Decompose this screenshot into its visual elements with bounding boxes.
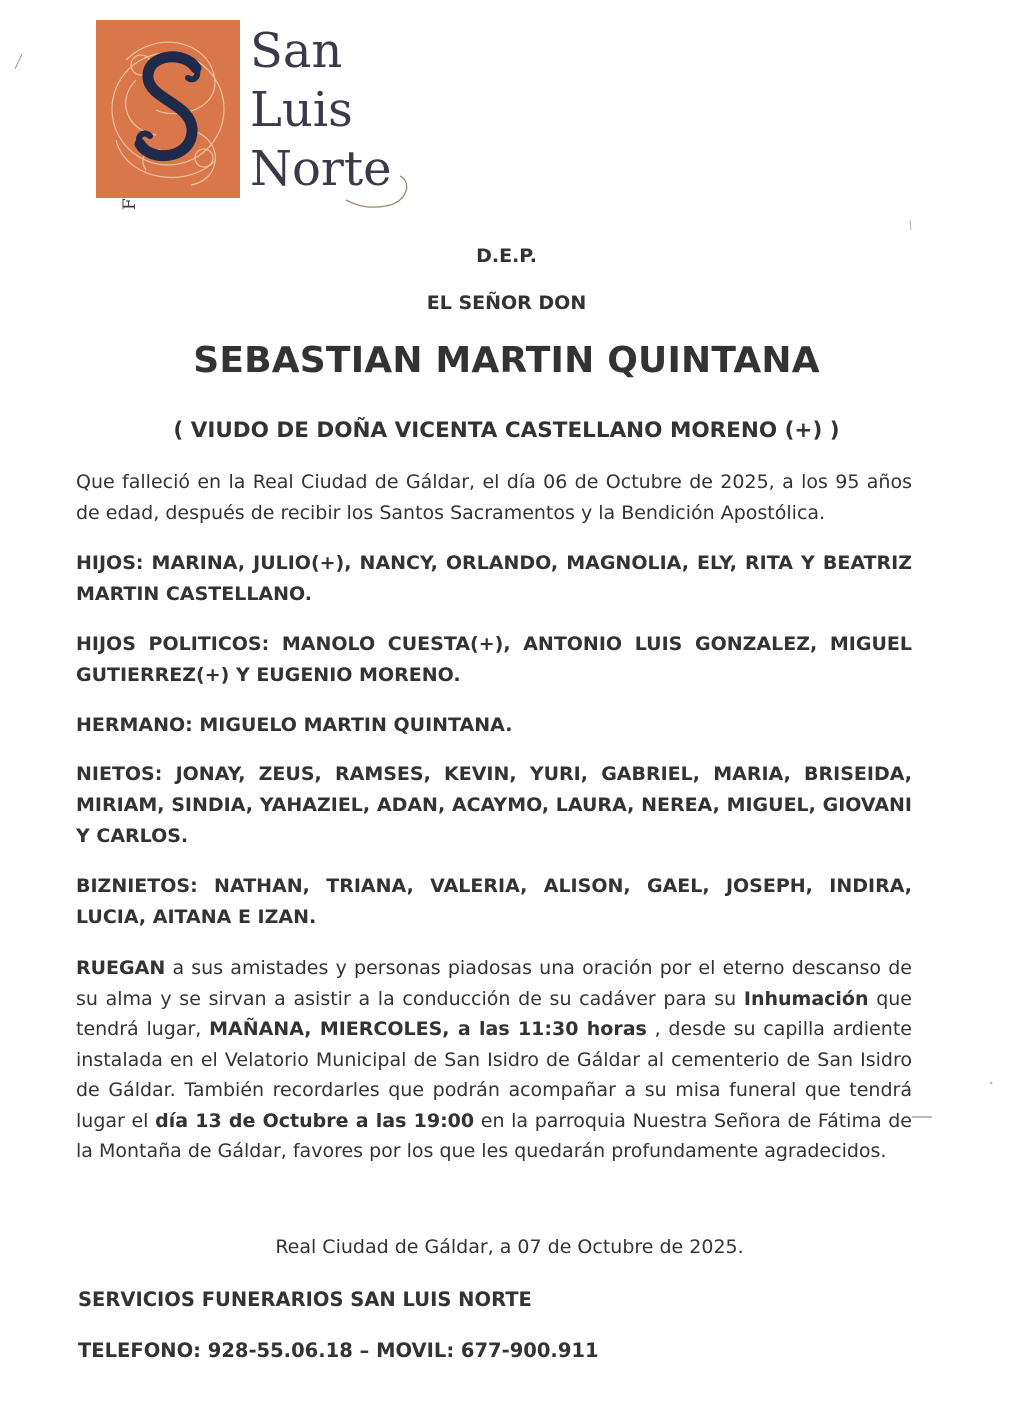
logo-line-1: San — [250, 23, 343, 79]
scan-mark-icon — [912, 1114, 934, 1120]
company-name: SERVICIOS FUNERARIOS SAN LUIS NORTE — [78, 1288, 532, 1311]
ruegan-text-2: que tendrá lugar, — [76, 987, 912, 1040]
inhumacion-bold: Inhumación — [743, 987, 869, 1010]
widow-line: ( VIUDO DE DOÑA VICENTA CASTELLANO MORENO (+) ) — [173, 418, 840, 443]
logo-line-3: Norte — [250, 141, 392, 197]
phone-numbers: TELEFONO: 928-55.06.18 – MOVIL: 677-900.911 — [78, 1339, 599, 1362]
brother-list: HERMANO: MIGUELO MARTIN QUINTANA. — [76, 714, 513, 736]
scan-mark-icon — [905, 218, 915, 232]
place-date-line — [0, 1236, 1013, 1258]
great-grandchildren-list: BIZNIETOS: NATHAN, TRIANA, VALERIA, ALISON, GAEL, JOSEPH, INDIRA, LUCIA, AITANA E IZAN. — [76, 875, 912, 928]
ruegan-bold: RUEGAN — [76, 957, 166, 979]
burial-time-bold: MAÑANA, MIERCOLES, a las 11:30 horas — [209, 1018, 647, 1040]
ruegan-text-1: a sus amistades y personas piadosas una oración por el eterno descanso de su alma y se sirvan a asistir a la conducción de su cadáver para su — [76, 957, 912, 1010]
grandchildren-list: NIETOS: JONAY, ZEUS, RAMSES, KEVIN, YURI, GABRIEL, MARIA, BRISEIDA, MIRIAM, SINDIA, YAHAZIEL, ADAN, ACAYMO, LAURA, NEREA, MIGUEL, GIOVANI Y CARLOS. — [76, 763, 912, 847]
logo-monogram-icon — [96, 20, 240, 198]
ceremony-paragraph — [76, 953, 912, 1167]
ruegan-text-4: en la parroquia Nuestra Señora de Fátima de la Montaña de Gáldar, favores por los que les quedarán profundamente agradecidos. — [76, 1109, 912, 1162]
deceased-name: SEBASTIAN MARTIN QUINTANA — [193, 340, 820, 381]
death-notice-paragraph: Que falleció en la Real Ciudad de Gáldar, el día 06 de Octubre de 2025, a los 95 años de edad, después de recibir los Santos Sacramentos y la Bendición Apostólica. — [76, 471, 912, 524]
logo-flourish-icon — [338, 168, 418, 214]
place-date-text: Real Ciudad de Gáldar, a 07 de Octubre de 2025. — [275, 1236, 744, 1258]
salutation: EL SEÑOR DON — [426, 292, 587, 314]
scan-mark-icon — [988, 1080, 994, 1086]
mass-date-bold: día 13 de Octubre a las 19:00 — [155, 1109, 475, 1132]
in-laws-list: HIJOS POLITICOS: MANOLO CUESTA(+), ANTONIO LUIS GONZALEZ, MIGUEL GUTIERREZ(+) Y EUGENIO MORENO. — [76, 633, 912, 686]
scan-mark-icon — [12, 52, 24, 72]
ruegan-text-3: , desde su capilla ardiente instalada en el Velatorio Municipal de San Isidro de Gáldar al cementerio de San Isidro de Gáldar. También recordarles que podrán acompañar a su misa funeral que tendrá lugar el — [76, 1018, 912, 1132]
children-list: HIJOS: MARINA, JULIO(+), NANCY, ORLANDO, MAGNOLIA, ELY, RITA Y BEATRIZ MARTIN CASTELLANO. — [76, 552, 912, 605]
logo-line-2: Luis — [250, 82, 353, 138]
dep-heading: D.E.P. — [476, 245, 537, 267]
funeral-home-logo — [68, 18, 408, 218]
